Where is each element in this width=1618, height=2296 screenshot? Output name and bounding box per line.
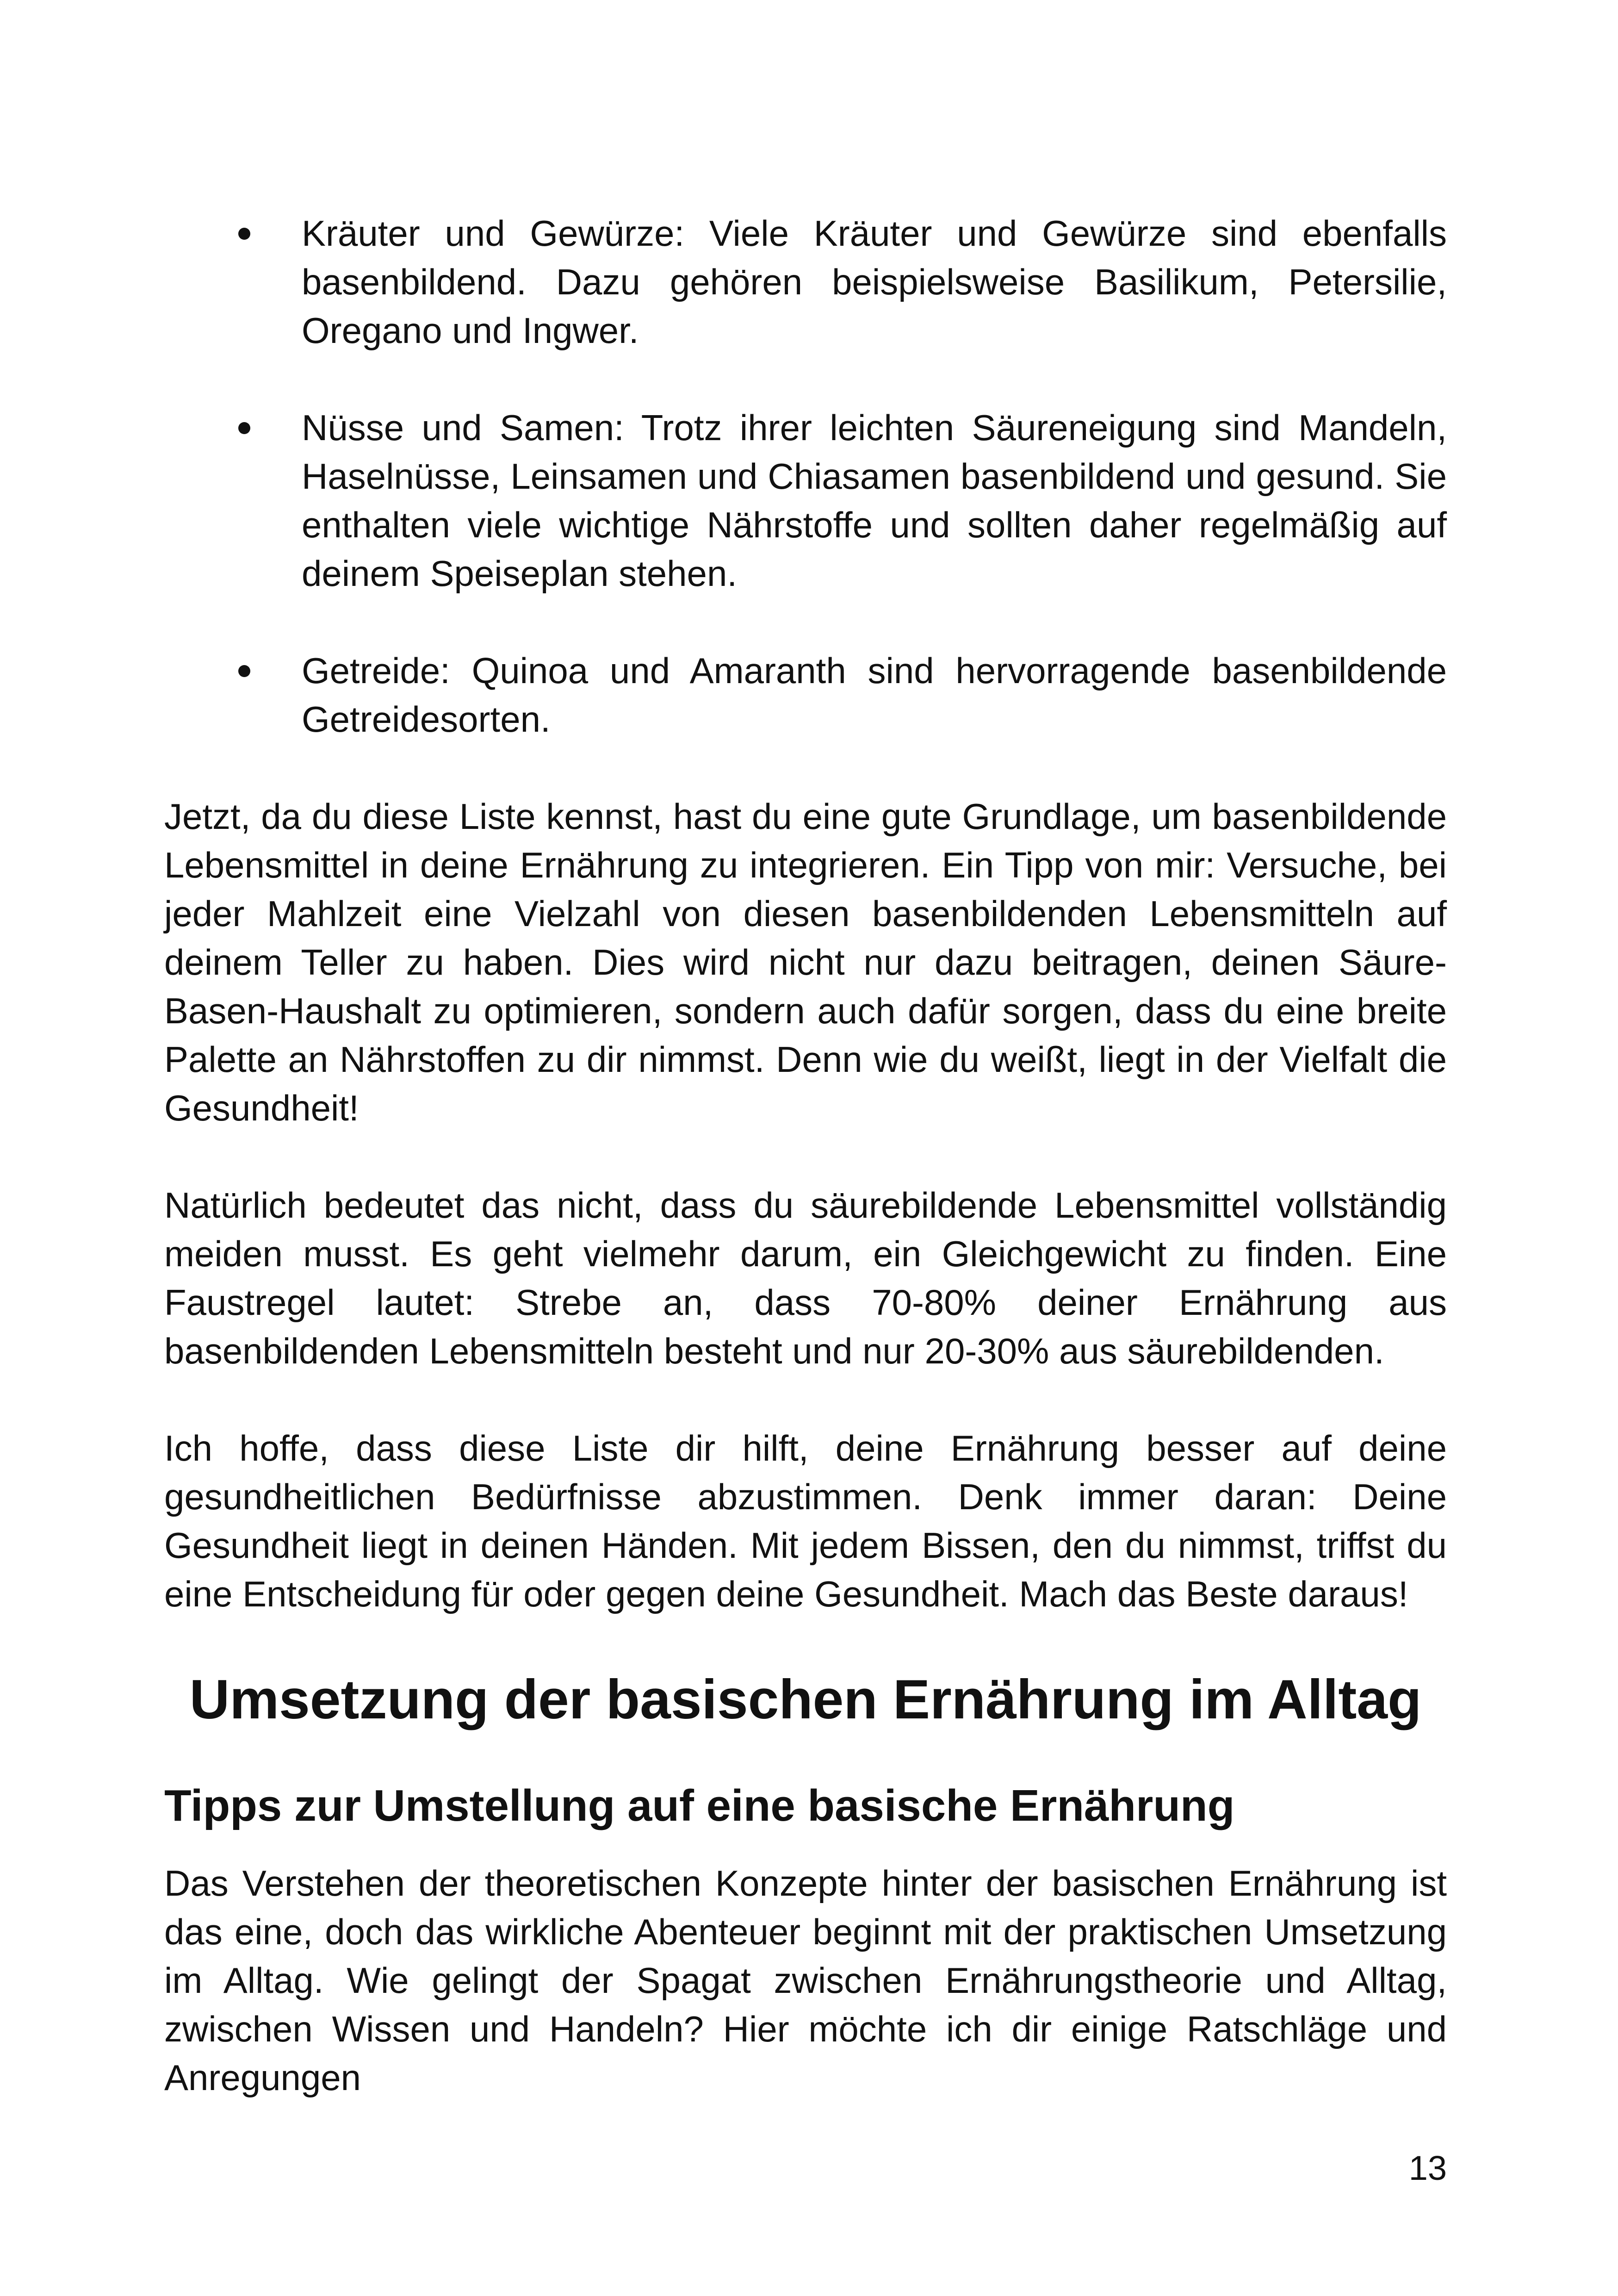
food-bullet-list xyxy=(164,209,1447,744)
bullet-item-grains xyxy=(164,647,1447,744)
bullet-text: Kräuter und Gewürze: Viele Kräuter und Gewürze sind ebenfalls basenbildend. Dazu gehören beispielsweise Basilikum, Petersilie, Oregano und Ingwer. xyxy=(302,213,1447,351)
bullet-text: Getreide: Quinoa und Amaranth sind hervorragende basenbildende Getreidesorten. xyxy=(302,650,1447,740)
page-number: 13 xyxy=(1408,2149,1447,2187)
bullet-dot-icon xyxy=(238,228,250,240)
section-title: Tipps zur Umstellung auf eine basische Ernährung xyxy=(164,1781,1235,1830)
page-content xyxy=(164,209,1447,2151)
paragraph: Jetzt, da du diese Liste kennst, hast du eine gute Grundlage, um basenbildende Lebensmittel in deine Ernährung zu integrieren. Ein Tipp von mir: Versuche, bei jeder Mahlzeit eine Vielzahl von diesen basenbildenden Lebensmitteln auf deinem Teller zu haben. Dies wird nicht nur dazu beitragen, deinen Säure-Basen-Haushalt zu optimieren, sondern auch dafür sorgen, dass du eine breite Palette an Nährstoffen zu dir nimmst. Denn wie du weißt, liegt in der Vielfalt die Gesundheit! xyxy=(164,796,1447,1128)
bullet-text: Nüsse und Samen: Trotz ihrer leichten Säureneigung sind Mandeln, Haselnüsse, Leinsamen und Chiasamen basenbildend und gesund. Sie enthalten viele wichtige Nährstoffe und sollten daher regelmäßig auf deinem Speiseplan stehen. xyxy=(302,407,1447,594)
bullet-dot-icon xyxy=(238,665,250,677)
chapter-title: Umsetzung der basischen Ernährung im Alltag xyxy=(189,1668,1422,1730)
paragraph: Natürlich bedeutet das nicht, dass du säurebildende Lebensmittel vollständig meiden musst. Es geht vielmehr darum, ein Gleichgewicht zu finden. Eine Faustregel lautet: Strebe an, dass 70-80% deiner Ernährung aus basenbildenden Lebensmitteln besteht und nur 20-30% aus säurebildenden. xyxy=(164,1185,1447,1371)
section-paragraph: Das Verstehen der theoretischen Konzepte hinter der basischen Ernährung ist das eine, doch das wirkliche Abenteuer beginnt mit der praktischen Umsetzung im Alltag. Wie gelingt der Spagat zwischen Ernährungstheorie und Alltag, zwischen Wissen und Handeln? Hier möchte ich dir einige Ratschläge und Anregungen xyxy=(164,1863,1447,2098)
bullet-item-nuts xyxy=(164,404,1447,598)
paragraph: Ich hoffe, dass diese Liste dir hilft, deine Ernährung besser auf deine gesundheitlichen Bedürfnisse abzustimmen. Denk immer daran: Deine Gesundheit liegt in deinen Händen. Mit jedem Bissen, den du nimmst, triffst du eine Entscheidung für oder gegen deine Gesundheit. Mach das Beste daraus! xyxy=(164,1428,1447,1614)
bullet-item-herbs xyxy=(164,209,1447,355)
bullet-dot-icon xyxy=(238,422,250,434)
